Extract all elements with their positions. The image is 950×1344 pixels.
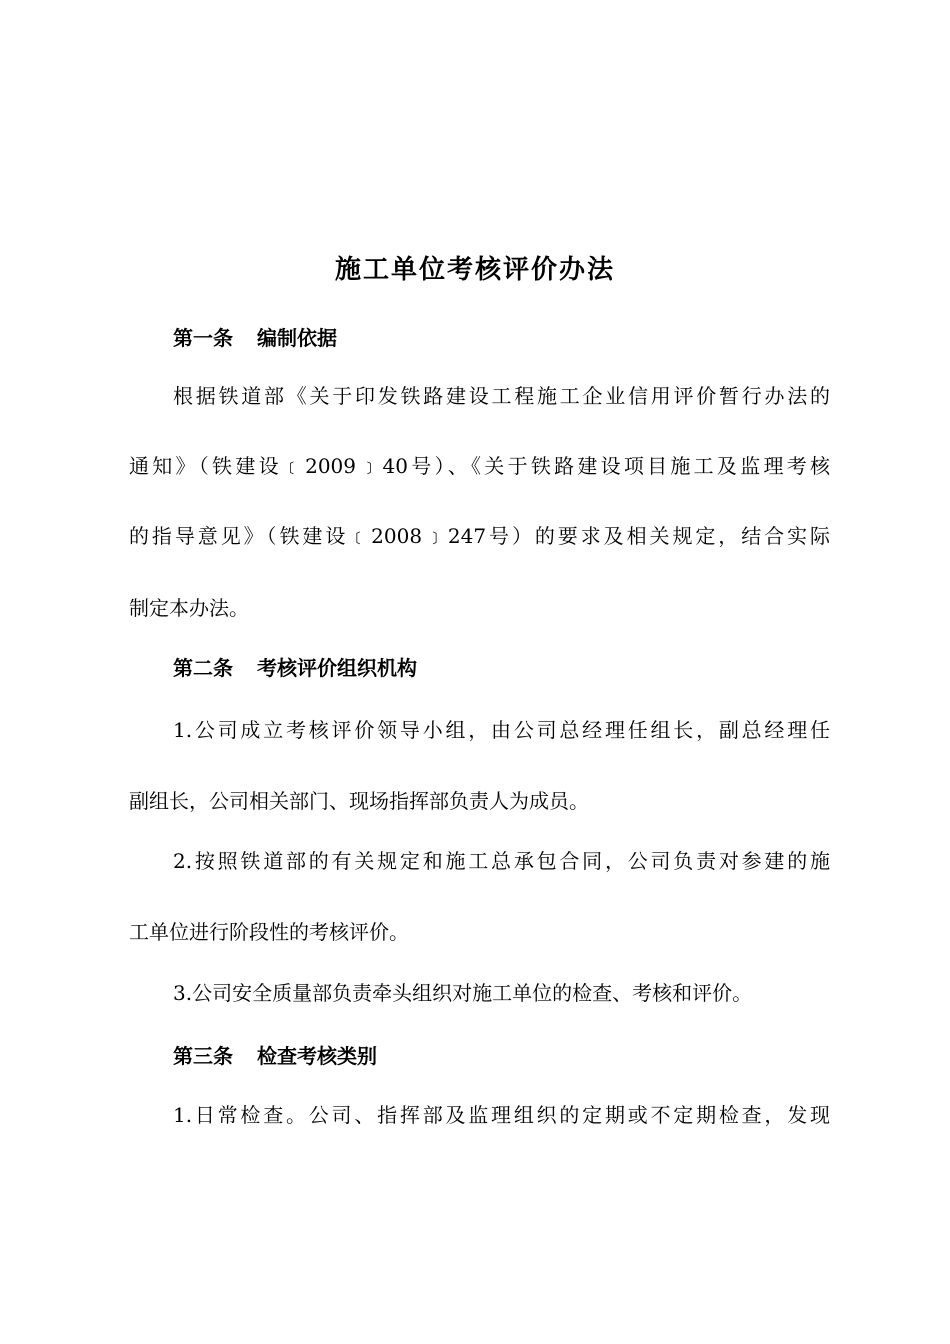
- paragraph-line: 的指导意见》（铁建设﹝2008﹞247号）的要求及相关规定，结合实际: [129, 524, 830, 548]
- section-heading-1: [173, 320, 337, 356]
- section-title: 编制依据: [257, 326, 337, 350]
- section-heading-2: [173, 650, 417, 686]
- paragraph-line: 2.按照铁道部的有关规定和施工总承包合同，公司负责对参建的施: [173, 849, 830, 873]
- paragraph-line: 1.公司成立考核评价领导小组，由公司总经理任组长，副总经理任: [173, 718, 830, 742]
- section-title: 考核评价组织机构: [257, 656, 417, 680]
- section-number: 第二条: [173, 656, 233, 680]
- paragraph-line: 根据铁道部《关于印发铁路建设工程施工企业信用评价暂行办法的: [173, 384, 830, 408]
- paragraph-line: 副组长，公司相关部门、现场指挥部负责人为成员。: [129, 789, 589, 813]
- document-title: 施工单位考核评价办法: [334, 255, 615, 285]
- section-number: 第三条: [173, 1044, 233, 1068]
- paragraph-line: 制定本办法。: [129, 596, 249, 620]
- paragraph-line: 3.公司安全质量部负责牵头组织对施工单位的检查、考核和评价。: [173, 981, 753, 1005]
- paragraph-line: 工单位进行阶段性的考核评价。: [129, 920, 409, 944]
- paragraph-line: 1.日常检查。公司、指挥部及监理组织的定期或不定期检查，发现: [173, 1103, 830, 1127]
- section-title: 检查考核类别: [257, 1044, 377, 1068]
- paragraph-line: 通知》（铁建设﹝2009﹞40号）、《关于铁路建设项目施工及监理考核: [129, 454, 830, 478]
- section-heading-3: [173, 1038, 377, 1074]
- section-number: 第一条: [173, 326, 233, 350]
